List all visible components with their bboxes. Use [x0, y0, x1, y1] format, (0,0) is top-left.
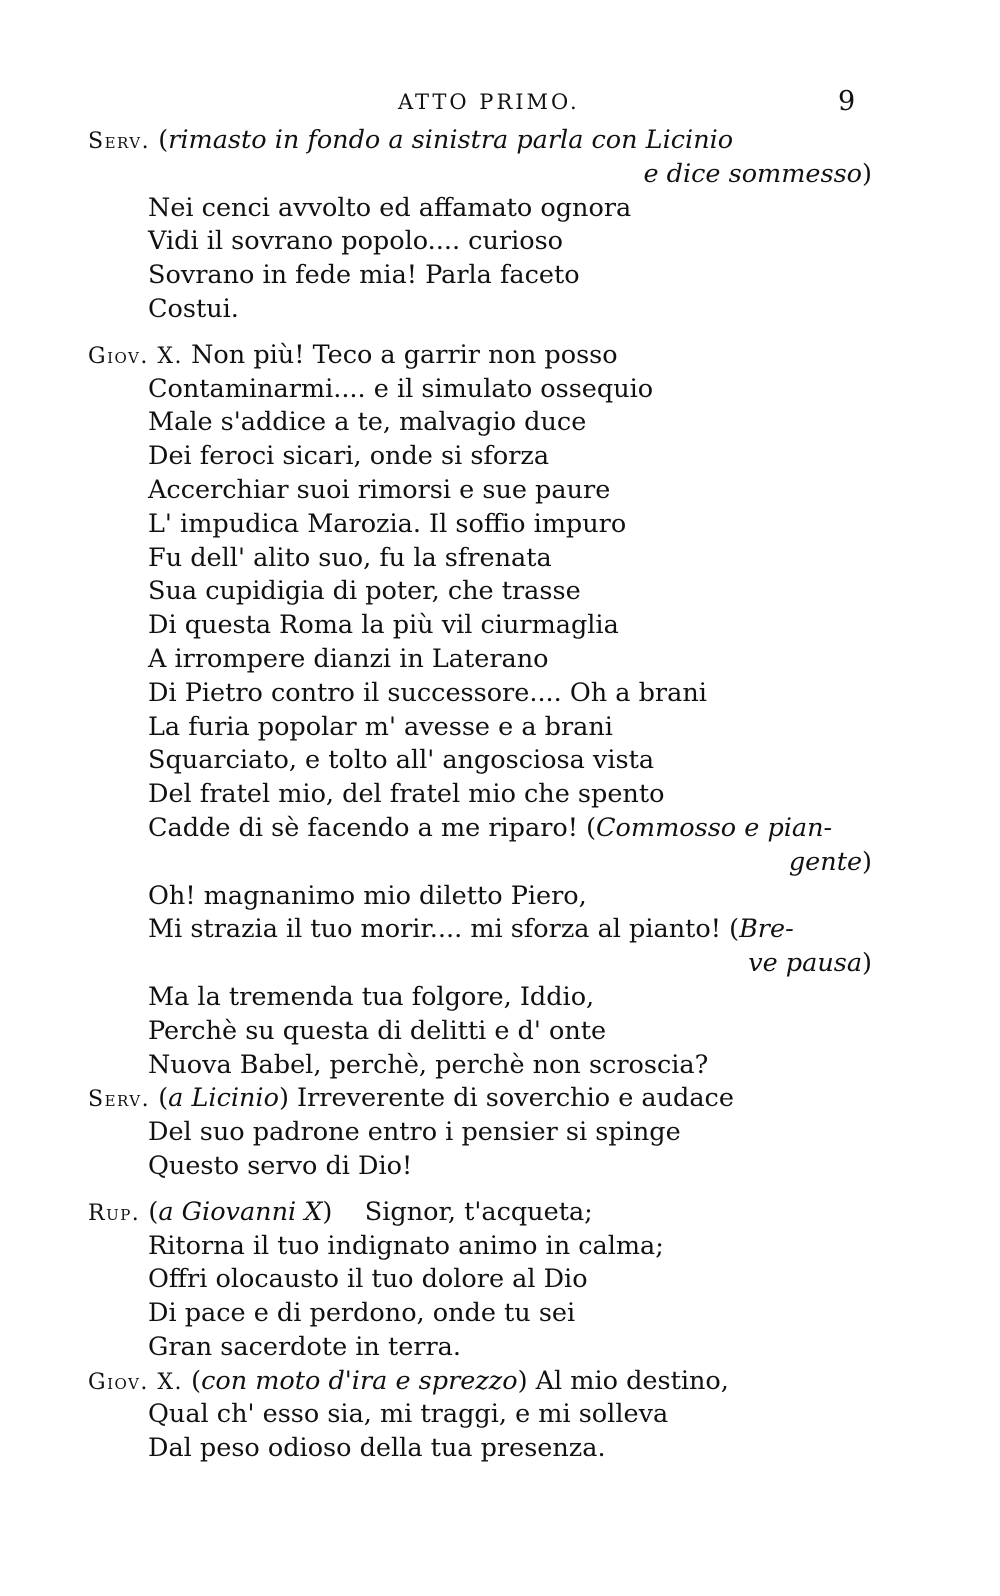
verse-line: A irrompere dianzi in Laterano [148, 643, 549, 674]
text-line [88, 124, 888, 158]
speaker-name: Serv. [88, 129, 151, 154]
speaker-name: Rup. [88, 1200, 141, 1226]
verse-line: Fu dell' alito suo, fu la sfrenata [148, 542, 552, 573]
verse-line: Del fratel mio, del fratel mio che spento [148, 779, 665, 810]
stage-direction: a Licinio [168, 1083, 279, 1114]
verse-text: Non più! Teco a garrir non posso [183, 339, 618, 370]
verse-line: Contaminarmi.... e il simulato ossequio [148, 373, 654, 404]
verse-line: Sovrano in fede mia! Parla faceto [148, 260, 580, 291]
stage-direction: Commosso e pian- [596, 812, 833, 843]
running-title: ATTO PRIMO. [398, 90, 580, 114]
play-text [88, 124, 888, 1466]
text-line [88, 1196, 888, 1230]
verse-line: Dei feroci sicari, onde si sforza [148, 441, 550, 472]
verse-line: L' impudica Marozia. Il soffio impuro [148, 508, 627, 539]
stage-direction: ve pausa [748, 948, 863, 979]
verse-line: Oh! magnanimo mio diletto Piero, [148, 880, 587, 911]
verse-line: Ma la tremenda tua folgore, Iddio, [148, 981, 595, 1012]
stage-direction: a Giovanni X [158, 1196, 323, 1227]
paren-close: ) [862, 948, 872, 979]
verse-line: Male s'addice a te, malvagio duce [148, 407, 587, 438]
paren-open: ( [150, 1083, 169, 1114]
text-line [88, 158, 888, 192]
verse-line: Nuova Babel, perchè, perchè non scroscia? [148, 1049, 709, 1080]
verse-line: Questo servo di Dio! [148, 1150, 413, 1181]
verse-line: Accerchiar suoi rimorsi e sue paure [148, 474, 611, 505]
text-line [88, 1365, 888, 1399]
paren-open: ( [183, 1365, 202, 1396]
verse-line: Di Pietro contro il successore.... Oh a brani [148, 677, 707, 708]
paren-close: ) [862, 846, 872, 877]
verse-text: ) Irreverente di soverchio e audace [278, 1083, 734, 1114]
speaker-name: Giov. X. [88, 1369, 184, 1395]
verse-line: Di questa Roma la più vil ciurmaglia [148, 610, 619, 641]
page-number: 9 [838, 86, 856, 117]
verse-line: Squarciato, e tolto all' angosciosa vista [148, 745, 655, 776]
verse-text: ) Signor, t'acqueta; [322, 1196, 593, 1227]
verse-line: Sua cupidigia di poter, che trasse [148, 576, 581, 607]
text-line [88, 947, 888, 981]
paren-open: ( [150, 125, 169, 155]
text-line [88, 846, 888, 880]
verse-line: Di pace e di perdono, onde tu sei [148, 1298, 576, 1329]
speaker-name: Giov. X. [88, 343, 184, 369]
verse-line: Costui. [148, 293, 239, 324]
stage-direction: gente [788, 846, 863, 877]
stage-direction: Bre- [739, 914, 794, 945]
stage-direction: con moto d'ira e sprezzo [201, 1365, 518, 1396]
verse-line: Gran sacerdote in terra. [148, 1331, 461, 1362]
verse-line: Vidi il sovrano popolo.... curioso [148, 226, 564, 257]
paren-close: ) [862, 158, 872, 189]
verse-line: Offri olocausto il tuo dolore al Dio [148, 1264, 588, 1295]
verse-line: Dal peso odioso della tua presenza. [148, 1433, 606, 1464]
verse-text: Cadde di sè facendo a me riparo! ( [148, 812, 597, 843]
verse-line [88, 913, 888, 947]
paren-open: ( [140, 1196, 159, 1227]
verse-line [88, 812, 888, 846]
speaker-name: Serv. [88, 1087, 151, 1113]
line-gap [88, 327, 888, 339]
verse-text: Mi strazia il tuo morir.... mi sforza al pianto! ( [148, 914, 740, 945]
line-gap [88, 1184, 888, 1196]
text-line [88, 339, 888, 373]
verse-line: Qual ch' esso sia, mi traggi, e mi solleva [148, 1399, 669, 1430]
verse-line: Perchè su questa di delitti e d' onte [148, 1015, 607, 1046]
stage-direction: rimasto in fondo a sinistra parla con Licinio [168, 125, 734, 155]
text-line [88, 1082, 888, 1116]
verse-line: Del suo padrone entro i pensier si spinge [148, 1117, 681, 1148]
verse-line: Ritorna il tuo indignato animo in calma; [148, 1230, 664, 1261]
verse-line: La furia popolar m' avesse e a brani [148, 711, 613, 742]
stage-direction: e dice sommesso [643, 158, 863, 189]
page-header [0, 86, 1000, 126]
verse-text: ) Al mio destino, [517, 1365, 729, 1396]
verse-line: Nei cenci avvolto ed affamato ognora [148, 192, 632, 223]
